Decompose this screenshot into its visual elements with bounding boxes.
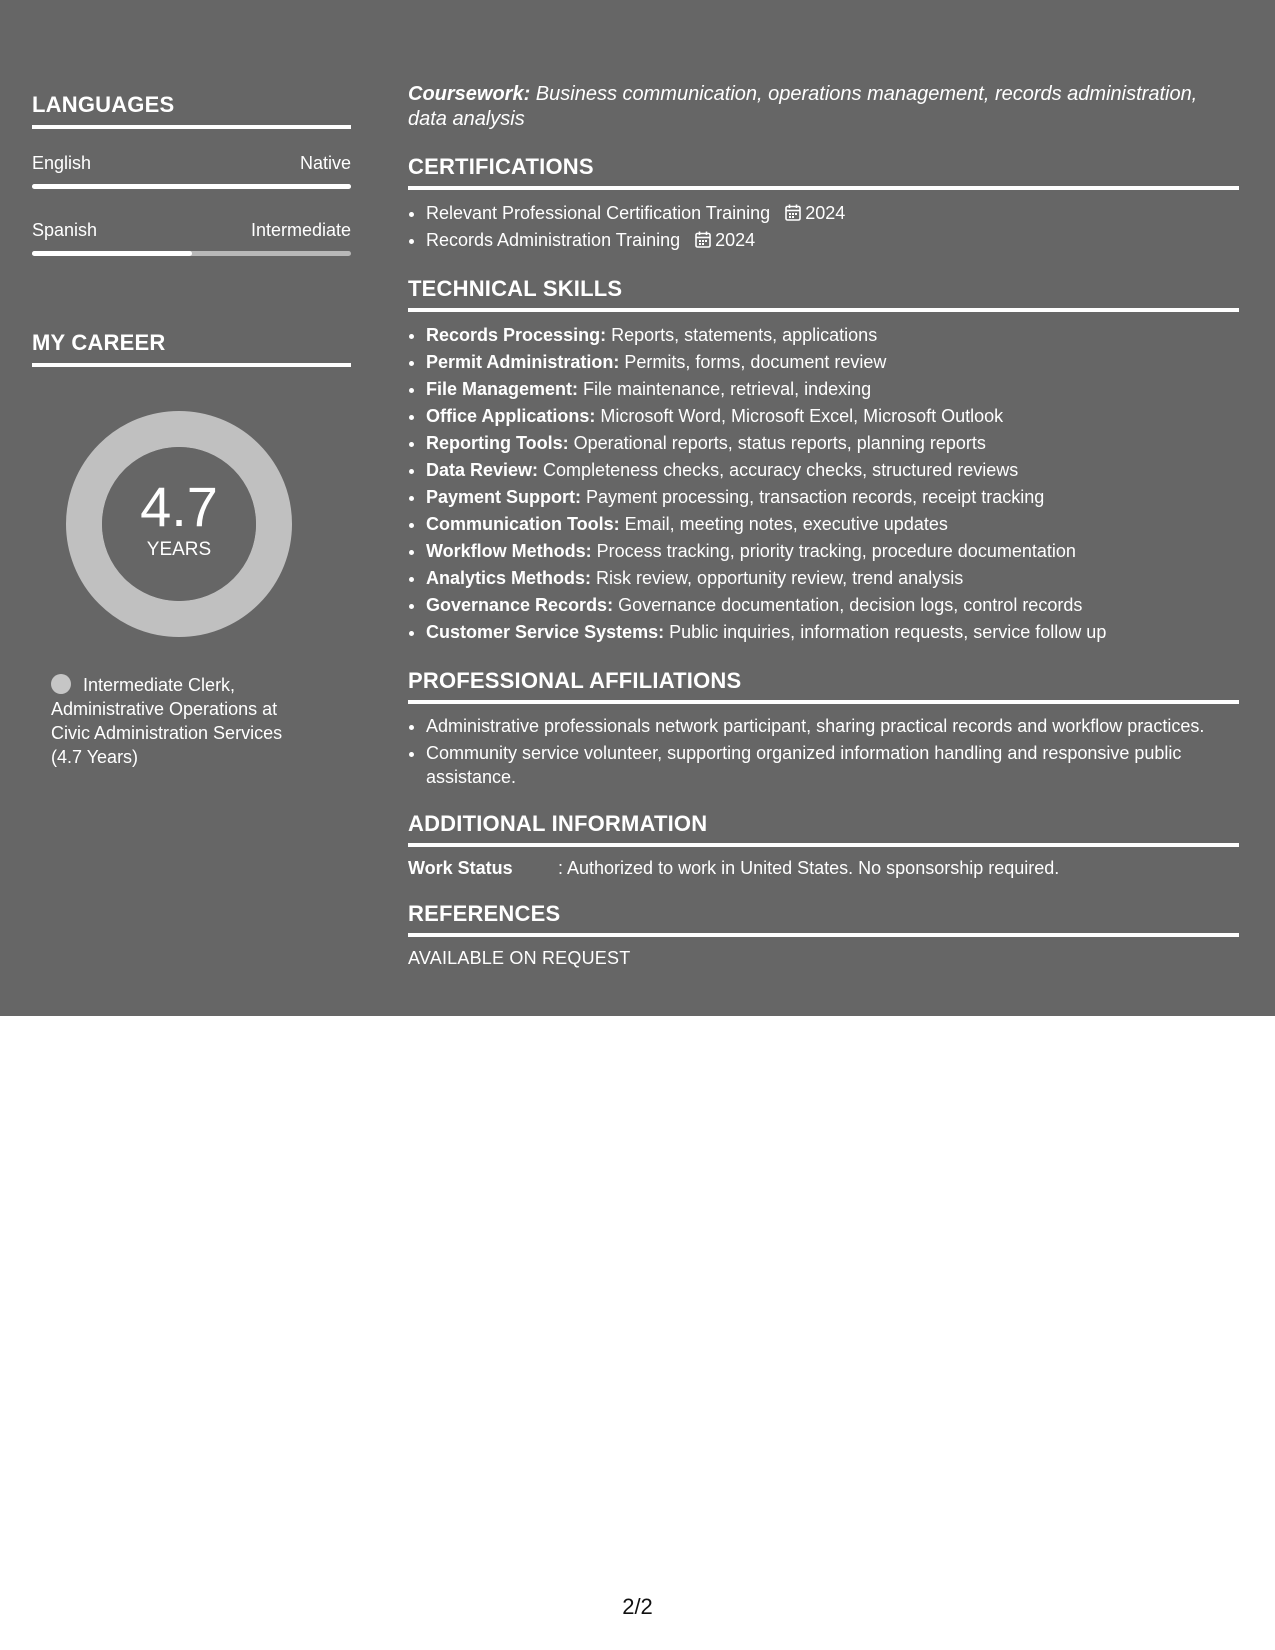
calendar-icon	[695, 231, 711, 248]
skill-text: Microsoft Word, Microsoft Excel, Microsoft Outlook	[595, 406, 1004, 426]
skill-text: Reports, statements, applications	[606, 325, 878, 345]
affiliations-title: PROFESSIONAL AFFILIATIONS	[408, 668, 1239, 704]
work-status-value: : Authorized to work in United States. No sponsorship required.	[558, 858, 1060, 878]
skill-label: Customer Service Systems:	[426, 622, 665, 642]
skill-item	[426, 592, 1239, 619]
skill-label: Records Processing:	[426, 325, 607, 345]
references-text: AVAILABLE ON REQUEST	[408, 948, 631, 968]
skill-item	[426, 565, 1239, 592]
coursework-text: Business communication, operations management, records administration, data analysis	[408, 83, 1198, 130]
skill-text: Risk review, opportunity review, trend analysis	[591, 568, 964, 588]
language-spanish	[32, 219, 351, 256]
career-years-unit: YEARS	[146, 539, 212, 560]
skill-item	[426, 538, 1239, 565]
career-entry	[51, 673, 311, 769]
certifications-section	[408, 154, 1239, 254]
skill-label: Data Review:	[426, 460, 539, 480]
skill-label: Permit Administration:	[426, 352, 620, 372]
page-number: 2/2	[622, 1594, 653, 1619]
sidebar	[32, 92, 351, 769]
skill-label: Governance Records:	[426, 595, 614, 615]
language-proficiency-bar	[32, 184, 351, 189]
language-proficiency-fill	[32, 251, 192, 256]
languages-title: LANGUAGES	[32, 92, 351, 129]
main-content	[408, 82, 1239, 969]
skill-text: Process tracking, priority tracking, procedure documentation	[591, 541, 1076, 561]
language-name: English	[32, 153, 92, 173]
skill-text: Email, meeting notes, executive updates	[619, 514, 948, 534]
skills-list	[408, 322, 1239, 646]
skill-label: Payment Support:	[426, 487, 582, 507]
skill-label: Analytics Methods:	[426, 568, 592, 588]
career-years-value: 4.7	[140, 475, 218, 538]
technical-skills-section	[408, 276, 1239, 646]
career-title: MY CAREER	[32, 330, 351, 367]
certification-item	[426, 200, 1239, 227]
references-title: REFERENCES	[408, 901, 1239, 937]
language-english	[32, 152, 351, 189]
skill-label: Workflow Methods:	[426, 541, 592, 561]
skill-item	[426, 484, 1239, 511]
language-proficiency-fill	[32, 184, 351, 189]
skill-text: Governance documentation, decision logs, control records	[613, 595, 1083, 615]
skill-label: Communication Tools:	[426, 514, 620, 534]
skill-label: File Management:	[426, 379, 579, 399]
skill-item	[426, 619, 1239, 646]
career-legend-dot	[51, 674, 71, 694]
skill-item	[426, 430, 1239, 457]
work-status-label: Work Status	[408, 858, 513, 878]
career-years-donut	[66, 411, 292, 637]
skill-item	[426, 457, 1239, 484]
skill-text: Permits, forms, document review	[619, 352, 887, 372]
skill-item	[426, 376, 1239, 403]
calendar-icon	[785, 204, 801, 221]
certification-year: 2024	[715, 230, 756, 250]
language-proficiency-bar	[32, 251, 351, 256]
work-status-row	[408, 857, 1239, 879]
skill-text: File maintenance, retrieval, indexing	[578, 379, 872, 399]
career-entry-text: Intermediate Clerk, Administrative Operations at Civic Administration Services (4.7 Years)	[51, 675, 283, 767]
skill-text: Completeness checks, accuracy checks, structured reviews	[538, 460, 1019, 480]
affiliations-section	[408, 668, 1239, 789]
certification-year: 2024	[805, 203, 846, 223]
skill-text: Payment processing, transaction records, receipt tracking	[581, 487, 1045, 507]
skill-text: Operational reports, status reports, planning reports	[568, 433, 986, 453]
additional-info-section	[408, 811, 1239, 879]
references-section	[408, 901, 1239, 969]
certification-name: Relevant Professional Certification Training	[426, 203, 771, 223]
certification-item	[426, 227, 1239, 254]
language-level: Intermediate	[250, 220, 351, 240]
certifications-title: CERTIFICATIONS	[408, 154, 1239, 190]
technical-skills-title: TECHNICAL SKILLS	[408, 276, 1239, 312]
affiliation-item: • Community service volunteer, supporting organized information handling and responsive public assistance.	[426, 741, 1239, 789]
skill-item	[426, 349, 1239, 376]
skill-label: Office Applications:	[426, 406, 596, 426]
coursework	[408, 82, 1239, 132]
language-name: Spanish	[32, 220, 98, 240]
skill-item	[426, 511, 1239, 538]
skill-item	[426, 403, 1239, 430]
additional-info-title: ADDITIONAL INFORMATION	[408, 811, 1239, 847]
coursework-label: Coursework:	[408, 83, 531, 105]
certification-name: Records Administration Training	[426, 230, 681, 250]
affiliation-item: • Administrative professionals network participant, sharing practical records and workflow practices.	[426, 714, 1239, 738]
language-level: Native	[299, 153, 351, 173]
skill-label: Reporting Tools:	[426, 433, 569, 453]
skill-item	[426, 322, 1239, 349]
skill-text: Public inquiries, information requests, service follow up	[664, 622, 1107, 642]
